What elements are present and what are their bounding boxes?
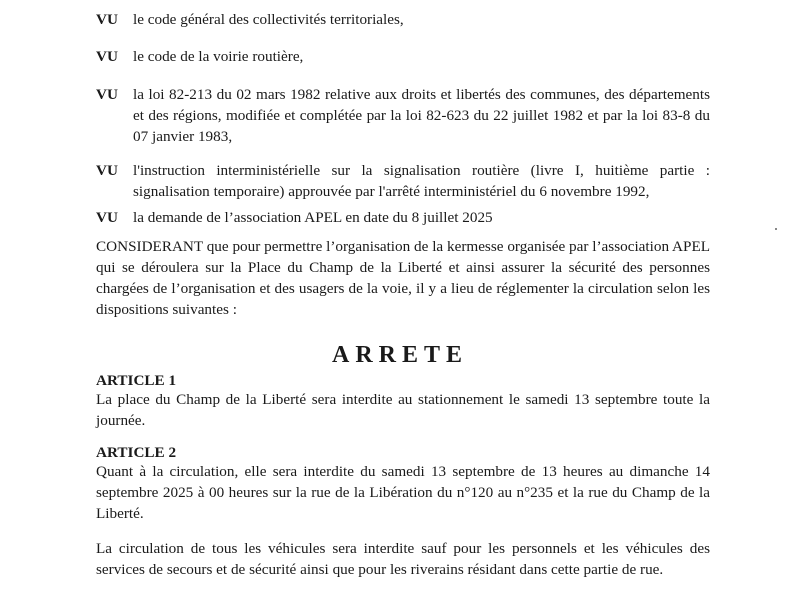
scan-speck (775, 228, 777, 230)
vu-text: la loi 82-213 du 02 mars 1982 relative aux droits et libertés des communes, des départements et des régions, modifiée et complétée par la loi 82-623 du 22 juillet 1982 et par la loi 83-8 du 07 janvier 1983, (133, 86, 710, 145)
considerant-paragraph: CONSIDERANT que pour permettre l’organisation de la kermesse organisée par l’association APEL qui se déroulera sur la Place du Champ de la Liberté et ainsi assurer la sécurité des personnes chargées de l’organisation et des usagers de la voie, il y a lieu de réglementer la circulation selon les dispositions suivantes : (96, 238, 710, 318)
vu-text: l'instruction interministérielle sur la signalisation routière (livre I, huitième partie : signalisation temporaire) approuvée par l'arrêté interministériel du 6 novembre 1992, (133, 162, 710, 200)
vu-text: la demande de l’association APEL en date du 8 juillet 2025 (133, 209, 493, 226)
vu-label: VU (96, 11, 118, 28)
vu-text: le code de la voirie routière, (133, 48, 304, 65)
vu-text: le code général des collectivités territoriales, (133, 11, 404, 28)
vu-label: VU (96, 48, 118, 65)
vu-label: VU (96, 162, 118, 179)
vu-item (96, 84, 710, 147)
vu-label: VU (96, 209, 118, 226)
article-1-heading: ARTICLE 1 (96, 372, 177, 389)
vu-item (96, 160, 710, 202)
vu-item (96, 9, 710, 30)
article-2-paragraph-1: Quant à la circulation, elle sera interdite du samedi 13 septembre de 13 heures au dimanche 14 septembre 2025 à 00 heures sur la rue de la Libération du n°120 au n°235 et la rue du Champ de la Liberté. (96, 463, 710, 522)
vu-item (96, 207, 710, 228)
vu-label: VU (96, 86, 118, 103)
arrete-title: ARRETE (331, 342, 469, 368)
vu-item (96, 46, 710, 67)
article-2-paragraph-2: La circulation de tous les véhicules sera interdite sauf pour les personnels et les véhicules des services de secours et de sécurité ainsi que pour les riverains résidant dans cette partie de rue. (96, 540, 710, 578)
article-2-heading: ARTICLE 2 (96, 444, 177, 461)
article-1-text: La place du Champ de la Liberté sera interdite au stationnement le samedi 13 septembre toute la journée. (96, 391, 710, 429)
